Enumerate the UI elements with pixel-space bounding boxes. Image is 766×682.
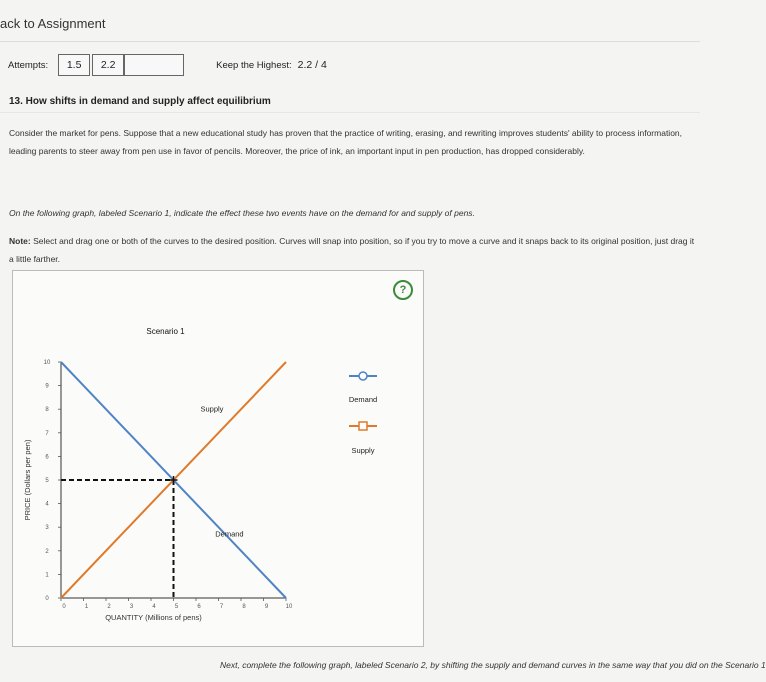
question-paragraph: Consider the market for pens. Suppose that a new educational study has proven that the practice of writing, erasing, and rewriting improves students' ability to process information, leading parents to steer away from pen use in favor of pencils. Moreover, the price of ink, an important input in pen production, has dropped considerably. <box>9 128 683 156</box>
keep-highest-label: Keep the Highest: <box>216 59 292 71</box>
title-divider <box>0 112 700 113</box>
y-tick-label: 9 <box>45 383 49 390</box>
x-tick-label: 6 <box>197 604 201 610</box>
x-tick-label: 0 <box>62 604 66 610</box>
y-tick-label: 3 <box>45 525 49 532</box>
x-tick-label: 2 <box>107 604 111 610</box>
x-tick-label: 9 <box>264 604 269 610</box>
attempts-label: Attempts: <box>8 59 49 71</box>
legend-demand-label: Demand <box>348 395 378 404</box>
back-to-assignment-link[interactable]: ack to Assignment <box>0 16 106 31</box>
x-tick-label: 3 <box>129 604 134 610</box>
y-tick-label: 8 <box>45 407 49 414</box>
y-tick-label: 0 <box>45 596 49 602</box>
x-tick-label: 7 <box>219 604 224 610</box>
demand-curve-label: Demand <box>215 529 244 539</box>
y-tick-label: 7 <box>45 430 49 437</box>
y-tick-label: 5 <box>45 478 49 484</box>
note-text: Select and drag one or both of the curves to the desired position. Curves will snap into position, so if you try to move a curve and it snaps back to its original position, just drag it a little farther. <box>9 236 695 264</box>
y-axis-title: PRICE (Dollars per pen) <box>23 439 32 521</box>
y-tick-label: 6 <box>45 454 49 461</box>
y-tick-label: 2 <box>45 548 49 555</box>
x-tick-label: 1 <box>84 604 89 610</box>
question-title: 13. How shifts in demand and supply affect equilibrium <box>9 96 271 107</box>
chart-title: Scenario 1 <box>146 327 185 336</box>
question-instruction: On the following graph, labeled Scenario 1, indicate the effect these two events have on the demand for and supply of pens. <box>9 208 475 218</box>
attempt-score-1: 1.5 <box>58 54 90 76</box>
x-tick-label: 5 <box>174 604 179 610</box>
legend-demand-marker[interactable] <box>359 372 367 380</box>
y-tick-label: 1 <box>45 572 49 579</box>
x-tick-label: 8 <box>242 604 246 610</box>
attempt-score-3 <box>124 54 184 76</box>
x-tick-label: 4 <box>152 604 156 610</box>
note-paragraph <box>9 232 697 268</box>
x-tick-label: 10 <box>285 604 293 610</box>
x-axis-title: QUANTITY (Millions of pens) <box>105 613 202 622</box>
help-icon[interactable]: ? <box>393 280 413 300</box>
y-tick-label: 10 <box>43 360 51 366</box>
next-instruction: Next, complete the following graph, labeled Scenario 2, by shifting the supply and demand curves in the same way that you did on the Scenario 1 <box>220 660 766 670</box>
legend-supply-marker[interactable] <box>359 422 367 430</box>
attempt-score-2: 2.2 <box>92 54 124 76</box>
note-label: Note: <box>9 236 31 246</box>
supply-curve-label: Supply <box>200 404 224 414</box>
graph-panel <box>12 270 424 647</box>
legend-supply-label: Supply <box>351 446 375 455</box>
y-tick-label: 4 <box>45 501 49 508</box>
scenario-1-chart <box>13 271 423 646</box>
attempts-row <box>8 54 327 76</box>
header-divider <box>0 41 700 42</box>
keep-highest-score: 2.2 / 4 <box>297 59 327 71</box>
